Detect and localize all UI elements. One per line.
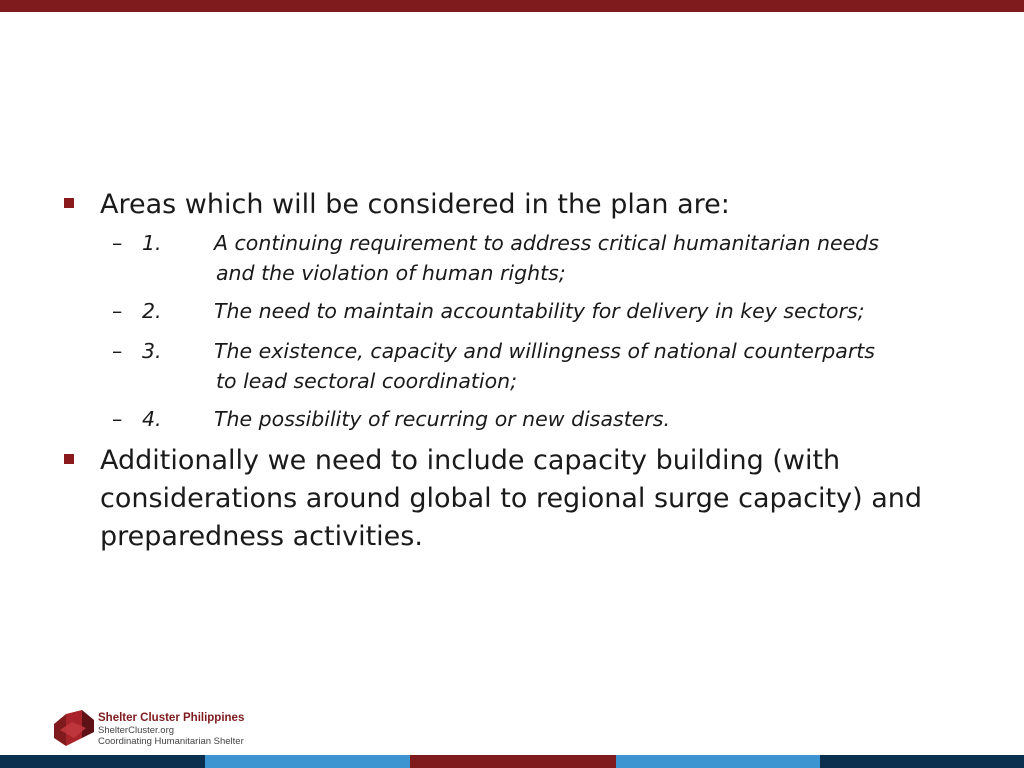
item-number: 4. [142,407,162,431]
bullet-areas-text: Areas which will be considered in the plan are: [100,189,730,220]
bottom-bar-segment [616,755,820,768]
list-item [60,294,990,328]
item-number: 1. [142,231,162,255]
dash-bullet-icon: – [112,407,123,431]
footer-tagline: Coordinating Humanitarian Shelter [98,736,244,747]
dash-bullet-icon: – [112,299,123,323]
bottom-bar-segment [820,755,1024,768]
bullet-additionally-text: Additionally we need to include capacity building (with considerations around global to regional surge capacity) and preparedness activities. [100,445,922,552]
bottom-accent-bar [0,755,1024,768]
item-continuation: to lead sectoral coordination; [216,369,518,393]
dash-bullet-icon: – [112,339,123,363]
item-text: The need to maintain accountability for delivery in key sectors; [214,299,865,323]
shelter-house-icon [52,708,96,748]
bottom-bar-segment [0,755,205,768]
list-item [60,334,990,396]
item-number: 2. [142,299,162,323]
bottom-bar-segment [205,755,410,768]
list-item [60,226,990,288]
dash-bullet-icon: – [112,231,123,255]
footer-branding [98,711,244,747]
item-number: 3. [142,339,162,363]
bullet-areas [60,186,990,224]
plan-areas-list [60,226,990,436]
bottom-bar-segment [410,755,616,768]
item-continuation: and the violation of human rights; [216,261,566,285]
top-accent-bar [0,0,1024,12]
footer-title: Shelter Cluster Philippines [98,712,245,724]
slide-body [60,186,990,558]
item-text: The possibility of recurring or new disasters. [214,407,670,431]
bullet-additionally [60,442,990,556]
item-text: The existence, capacity and willingness of national counterparts [214,339,875,363]
item-text: A continuing requirement to address critical humanitarian needs [214,231,879,255]
square-bullet-icon [64,198,74,208]
square-bullet-icon [64,454,74,464]
list-item [60,402,990,436]
footer-site: ShelterCluster.org [98,725,175,736]
